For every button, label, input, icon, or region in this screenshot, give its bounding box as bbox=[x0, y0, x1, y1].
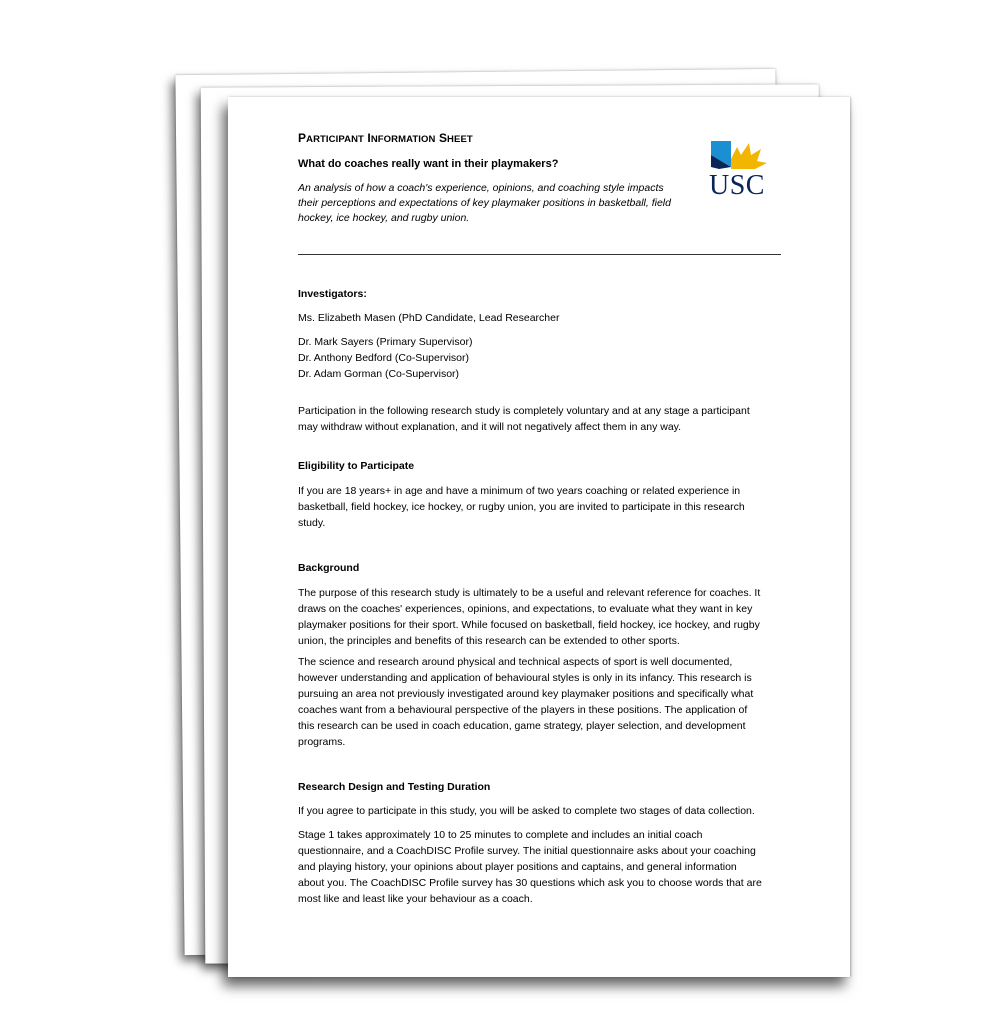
subtitle-line: their perceptions and expectations of key playmaker positions in basketball, field bbox=[298, 197, 671, 209]
usc-logo-text: USC bbox=[709, 170, 765, 201]
eligibility-heading: Eligibility to Participate bbox=[298, 460, 415, 472]
background-heading: Background bbox=[298, 562, 360, 574]
supervisor: Dr. Mark Sayers (Primary Supervisor) bbox=[298, 336, 473, 348]
supervisor-list bbox=[298, 334, 780, 382]
document-title: PARTICIPANT INFORMATION SHEET bbox=[298, 131, 473, 145]
investigators-heading: Investigators: bbox=[298, 288, 367, 300]
lead-investigator: Ms. Elizabeth Masen (PhD Candidate, Lead Researcher bbox=[298, 312, 560, 324]
design-paragraph-2: Stage 1 takes approximately 10 to 25 minutes to complete and includes an initial coach questionnaire, and a CoachDISC Profile survey. The initial questionnaire asks about your coaching and playing history, your opinions about player positions and captains, and general information about you. The CoachDISC Profile survey has 30 questions which ask you to choose words that are most like and least like your behaviour as a coach. bbox=[298, 829, 762, 905]
study-question: What do coaches really want in their playmakers? bbox=[298, 158, 559, 170]
background-paragraph-2: The science and research around physical and technical aspects of sport is well documented, however understanding and application of behavioural styles is only in its infancy. This research is pursuing an area not previously investigated around key playmaker positions and specifically what coaches want from a behavioural perspective of the players in these positions. The application of this research can be used in coach education, game strategy, player selection, and development programs. bbox=[298, 656, 754, 748]
subtitle-line: An analysis of how a coach's experience, opinions, and coaching style impacts bbox=[298, 182, 664, 194]
header-divider bbox=[298, 254, 781, 255]
eligibility-paragraph: If you are 18 years+ in age and have a minimum of two years coaching or related experience in basketball, field hockey, ice hockey, or rugby union, you are invited to participate in this research study. bbox=[298, 485, 745, 529]
voluntary-paragraph: Participation in the following research study is completely voluntary and at any stage a participant may withdraw without explanation, and it will not negatively affect them in any way. bbox=[298, 405, 750, 433]
supervisor: Dr. Anthony Bedford (Co-Supervisor) bbox=[298, 352, 469, 364]
design-heading: Research Design and Testing Duration bbox=[298, 781, 491, 793]
design-paragraph-1: If you agree to participate in this study, you will be asked to complete two stages of data collection. bbox=[298, 805, 755, 817]
front-sheet bbox=[228, 97, 850, 977]
subtitle-line: hockey, ice hockey, and rugby union. bbox=[298, 212, 470, 224]
background-paragraph-1: The purpose of this research study is ultimately to be a useful and relevant reference for coaches. It draws on the coaches' experiences, opinions, and expectations, to evaluate what they want in key playmaker positions for their sport. While focused on basketball, field hockey, ice hockey, and rugby union, the principles and benefits of this research can be extended to other sports. bbox=[298, 587, 761, 647]
study-subtitle bbox=[298, 181, 683, 226]
supervisor: Dr. Adam Gorman (Co-Supervisor) bbox=[298, 368, 460, 380]
